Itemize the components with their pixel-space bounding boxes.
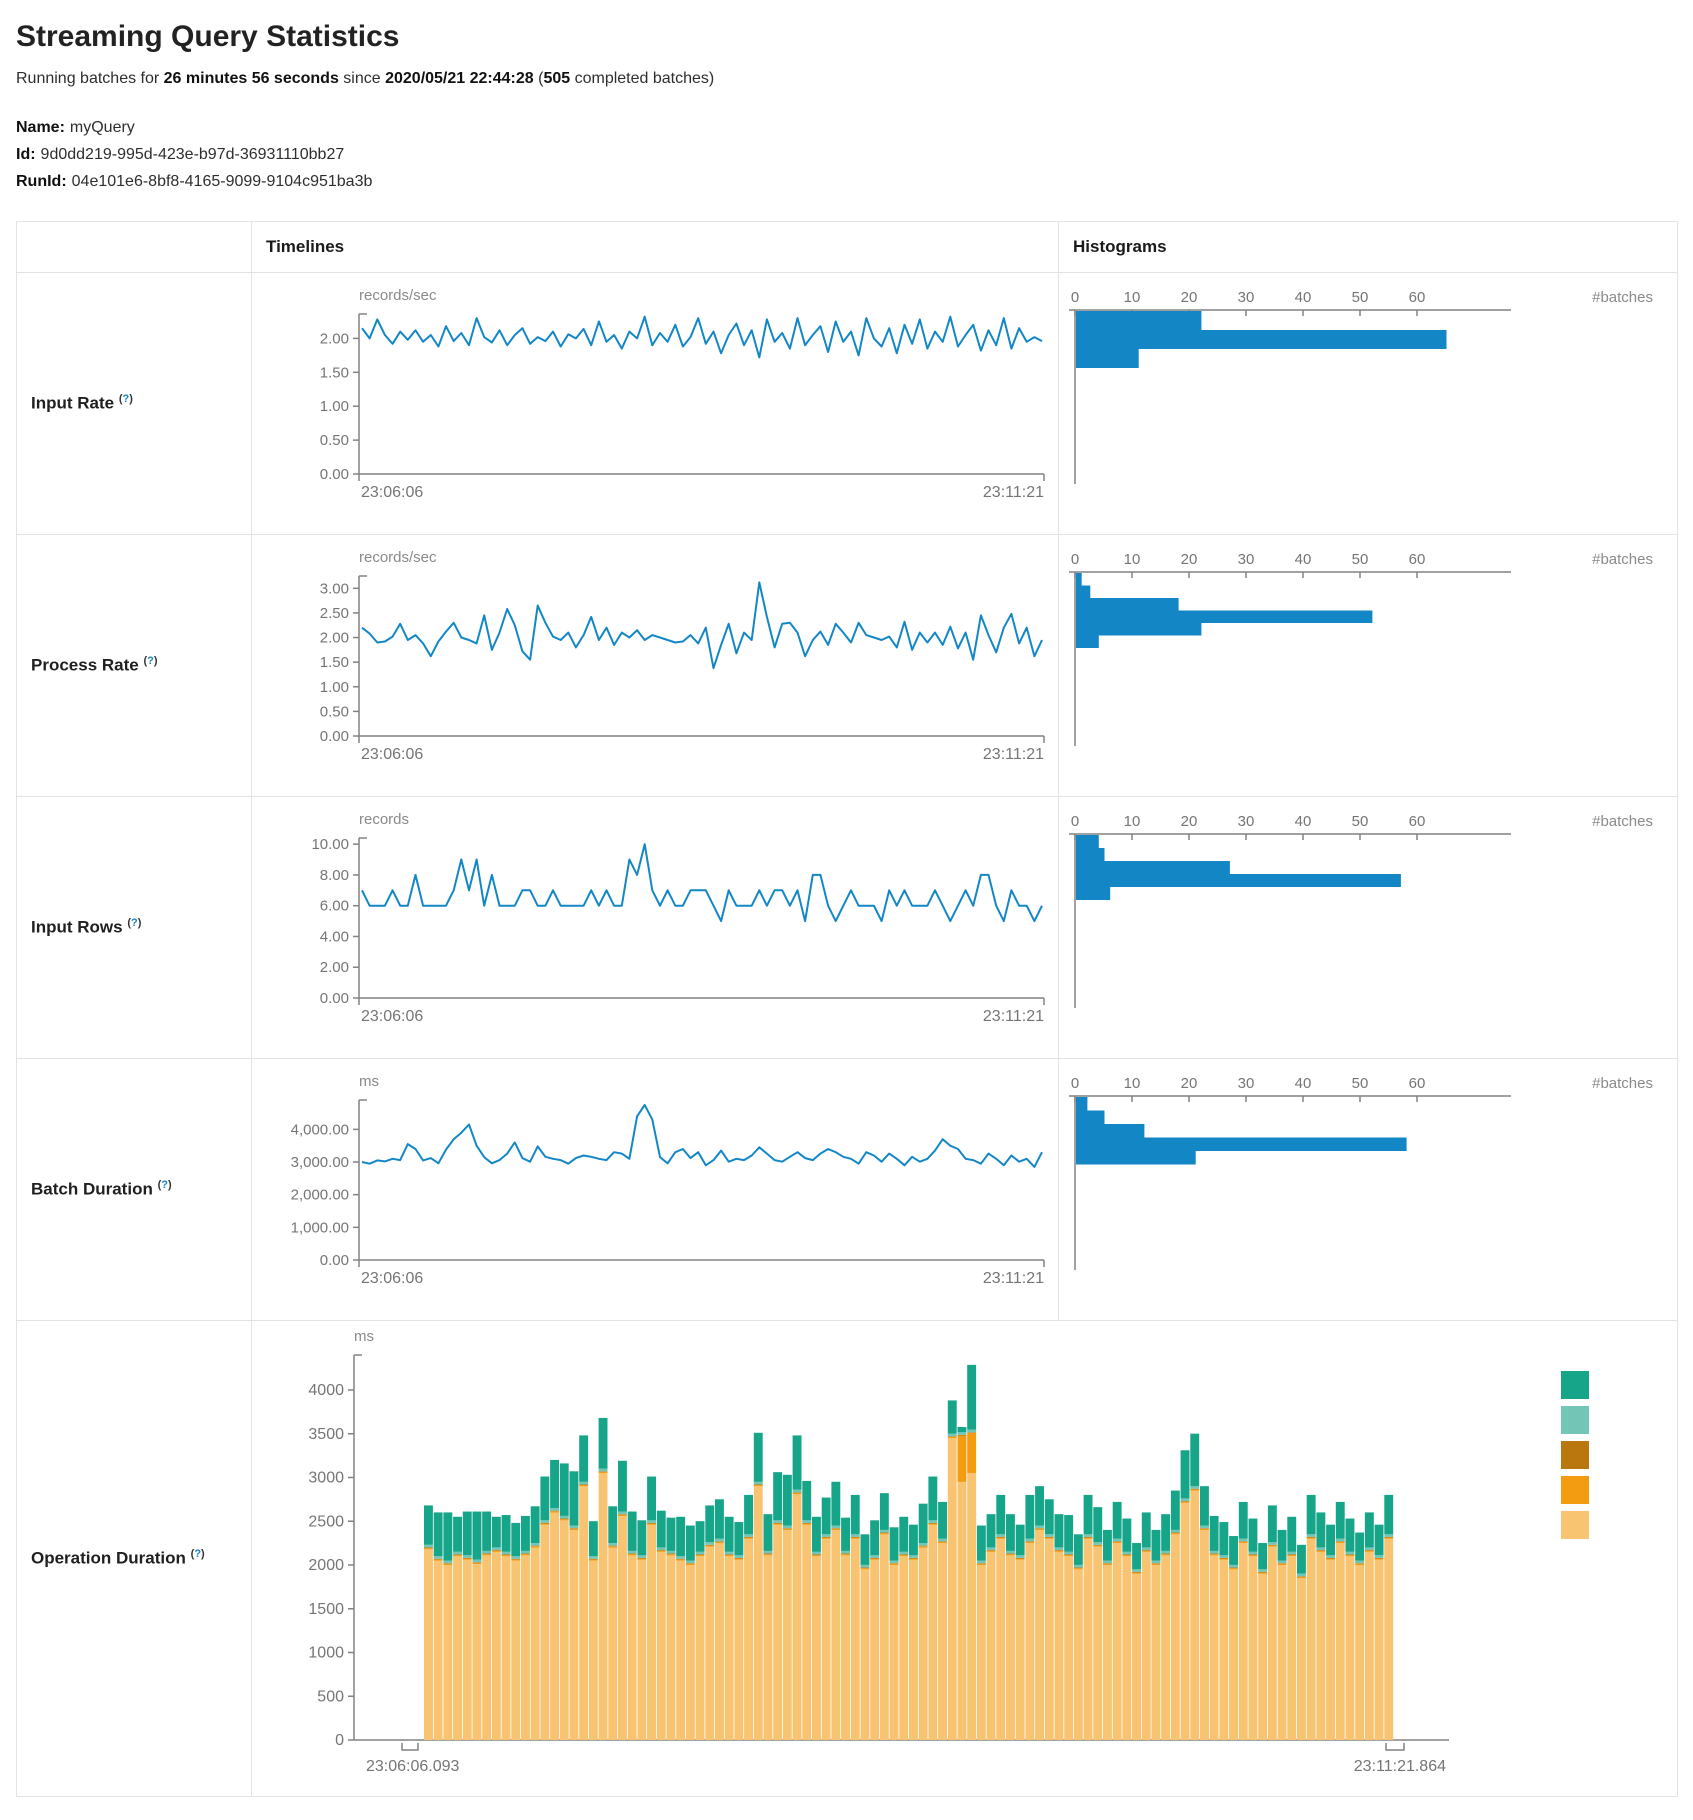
svg-text:records: records: [359, 810, 410, 828]
input-rows-label-cell: [17, 797, 252, 1059]
input-rows-histogram-chart: [1061, 808, 1675, 1048]
statistics-table: [16, 221, 1678, 1797]
svg-text:23:11:21: 23:11:21: [982, 483, 1044, 501]
timelines-header: Timelines: [252, 222, 1059, 273]
svg-text:20: 20: [1180, 812, 1198, 830]
process-rate-label-cell: [17, 535, 252, 797]
batch-duration-help-icon[interactable]: (?): [157, 1179, 172, 1192]
svg-text:0.00: 0.00: [319, 989, 349, 1007]
operation-duration-row: [17, 1321, 1678, 1797]
svg-text:30: 30: [1237, 1074, 1255, 1092]
svg-text:0.00: 0.00: [319, 727, 349, 745]
svg-text:23:11:21: 23:11:21: [982, 1007, 1044, 1025]
input-rows-row: [17, 797, 1678, 1059]
svg-text:0.00: 0.00: [319, 465, 349, 483]
svg-text:10: 10: [1123, 288, 1141, 306]
svg-text:2.00: 2.00: [319, 629, 349, 647]
svg-text:23:11:21.864: 23:11:21.864: [1353, 1758, 1446, 1775]
svg-text:23:06:06.093: 23:06:06.093: [366, 1758, 460, 1775]
svg-text:0: 0: [335, 1732, 344, 1749]
svg-text:10: 10: [1123, 1074, 1141, 1092]
svg-text:1.00: 1.00: [319, 397, 349, 415]
process-rate-timeline-chart: [254, 546, 1056, 786]
operation-duration-chart-area: [254, 1325, 1675, 1792]
summary-text: Running batches for: [16, 70, 164, 87]
svg-text:3,000.00: 3,000.00: [290, 1153, 349, 1171]
svg-text:23:06:06: 23:06:06: [361, 745, 424, 763]
svg-text:1.50: 1.50: [319, 653, 349, 671]
svg-text:40: 40: [1294, 1074, 1312, 1092]
svg-text:30: 30: [1237, 288, 1255, 306]
svg-text:60: 60: [1408, 1074, 1426, 1092]
svg-text:30: 30: [1237, 550, 1255, 568]
svg-text:40: 40: [1294, 550, 1312, 568]
svg-text:20: 20: [1180, 550, 1198, 568]
svg-text:#batches: #batches: [1592, 1074, 1653, 1092]
svg-text:ms: ms: [354, 1328, 374, 1345]
svg-text:3500: 3500: [308, 1425, 344, 1443]
input-rows-timeline-chart: [254, 808, 1056, 1048]
svg-text:2.50: 2.50: [319, 604, 349, 622]
svg-text:1.50: 1.50: [319, 363, 349, 381]
svg-text:0: 0: [1070, 1074, 1080, 1092]
input-rows-help-icon[interactable]: (?): [127, 917, 142, 930]
operation-duration-label-cell: [17, 1321, 252, 1797]
runid-label: RunId:: [16, 173, 67, 190]
svg-text:40: 40: [1294, 288, 1312, 306]
svg-text:4,000.00: 4,000.00: [290, 1120, 349, 1138]
svg-text:60: 60: [1408, 288, 1426, 306]
input-rate-help-icon[interactable]: (?): [118, 393, 133, 406]
input-rate-histogram-chart: [1061, 284, 1675, 524]
batch-duration-label-cell: [17, 1059, 252, 1321]
svg-text:40: 40: [1294, 812, 1312, 830]
completed-batches-count: 505: [543, 70, 571, 87]
svg-text:500: 500: [317, 1688, 344, 1706]
legend-swatch: [1561, 1476, 1589, 1504]
operation-duration-legend: [1561, 1371, 1589, 1546]
batch-duration-label: Batch Duration: [31, 1179, 153, 1199]
input-rate-timeline-chart: [254, 284, 1056, 524]
query-name-line: [16, 114, 1677, 141]
legend-swatch: [1561, 1511, 1589, 1539]
name-value: myQuery: [69, 119, 135, 136]
svg-text:20: 20: [1180, 1074, 1198, 1092]
id-label: Id:: [16, 146, 36, 163]
batch-duration-row: [17, 1059, 1678, 1321]
svg-text:50: 50: [1351, 288, 1369, 306]
input-rate-row: [17, 273, 1678, 535]
svg-text:2500: 2500: [308, 1513, 344, 1531]
svg-text:23:11:21: 23:11:21: [982, 745, 1044, 763]
legend-swatch: [1561, 1406, 1589, 1434]
svg-text:50: 50: [1351, 550, 1369, 568]
svg-text:2.00: 2.00: [319, 329, 349, 347]
query-id-line: [16, 141, 1677, 168]
svg-text:2,000.00: 2,000.00: [290, 1186, 349, 1204]
svg-text:#batches: #batches: [1592, 812, 1653, 830]
svg-text:3000: 3000: [308, 1469, 344, 1487]
svg-text:10: 10: [1123, 812, 1141, 830]
svg-text:30: 30: [1237, 812, 1255, 830]
svg-text:20: 20: [1180, 288, 1198, 306]
input-rate-label-cell: [17, 273, 252, 535]
running-duration: 26 minutes 56 seconds: [163, 70, 339, 87]
svg-text:0.50: 0.50: [319, 702, 349, 720]
legend-swatch: [1561, 1441, 1589, 1469]
query-info: [16, 114, 1677, 195]
legend-swatch: [1561, 1371, 1589, 1399]
svg-text:records/sec: records/sec: [359, 548, 437, 566]
process-rate-histogram-chart: [1061, 546, 1675, 786]
svg-text:4.00: 4.00: [319, 927, 349, 945]
runid-value: 04e101e6-8bf8-4165-9099-9104c951ba3b: [71, 173, 373, 190]
svg-text:2.00: 2.00: [319, 958, 349, 976]
svg-text:3.00: 3.00: [319, 579, 349, 597]
id-value: 9d0dd219-995d-423e-b97d-36931110bb27: [40, 146, 345, 163]
svg-text:50: 50: [1351, 812, 1369, 830]
svg-text:10.00: 10.00: [311, 835, 349, 853]
query-runid-line: [16, 168, 1677, 195]
svg-text:6.00: 6.00: [319, 897, 349, 915]
svg-text:23:06:06: 23:06:06: [361, 1007, 424, 1025]
page-title: Streaming Query Statistics: [16, 20, 400, 53]
start-timestamp: 2020/05/21 22:44:28: [385, 70, 534, 87]
svg-text:0.50: 0.50: [319, 431, 349, 449]
svg-text:ms: ms: [359, 1072, 379, 1090]
svg-text:1,000.00: 1,000.00: [290, 1218, 349, 1236]
svg-text:1.00: 1.00: [319, 678, 349, 696]
svg-text:60: 60: [1408, 812, 1426, 830]
svg-text:0: 0: [1070, 812, 1080, 830]
svg-text:0.00: 0.00: [319, 1251, 349, 1269]
histograms-header: Histograms: [1059, 222, 1678, 273]
svg-text:records/sec: records/sec: [359, 286, 437, 304]
svg-text:2000: 2000: [308, 1557, 344, 1574]
operation-duration-stacked-chart: [254, 1325, 1504, 1792]
operation-duration-label: Operation Duration: [31, 1548, 186, 1568]
svg-text:#batches: #batches: [1592, 288, 1653, 306]
process-rate-label: Process Rate: [31, 655, 139, 675]
svg-text:10: 10: [1123, 550, 1141, 568]
svg-text:23:06:06: 23:06:06: [361, 483, 424, 501]
svg-text:#batches: #batches: [1592, 550, 1653, 568]
svg-text:60: 60: [1408, 550, 1426, 568]
input-rows-label: Input Rows: [31, 917, 123, 937]
running-batches-summary: Running batches for 26 minutes 56 seconds since 2020/05/21 22:44:28 (505 completed batches): [16, 70, 715, 87]
svg-text:1000: 1000: [308, 1644, 344, 1662]
name-label: Name:: [16, 119, 65, 136]
input-rate-label: Input Rate: [31, 393, 115, 413]
svg-text:50: 50: [1351, 1074, 1369, 1092]
process-rate-help-icon[interactable]: (?): [143, 655, 158, 668]
svg-text:0: 0: [1070, 550, 1080, 568]
table-header-row: [17, 222, 1678, 273]
batch-duration-timeline-chart: [254, 1070, 1056, 1310]
svg-text:23:06:06: 23:06:06: [361, 1269, 424, 1287]
batch-duration-histogram-chart: [1061, 1070, 1675, 1310]
svg-text:4000: 4000: [308, 1382, 344, 1399]
svg-text:23:11:21: 23:11:21: [982, 1269, 1044, 1287]
svg-text:8.00: 8.00: [319, 866, 349, 884]
svg-text:1500: 1500: [308, 1600, 344, 1618]
process-rate-row: [17, 535, 1678, 797]
empty-header-cell: [17, 222, 252, 273]
operation-duration-help-icon[interactable]: (?): [190, 1548, 205, 1561]
svg-text:0: 0: [1070, 288, 1080, 306]
